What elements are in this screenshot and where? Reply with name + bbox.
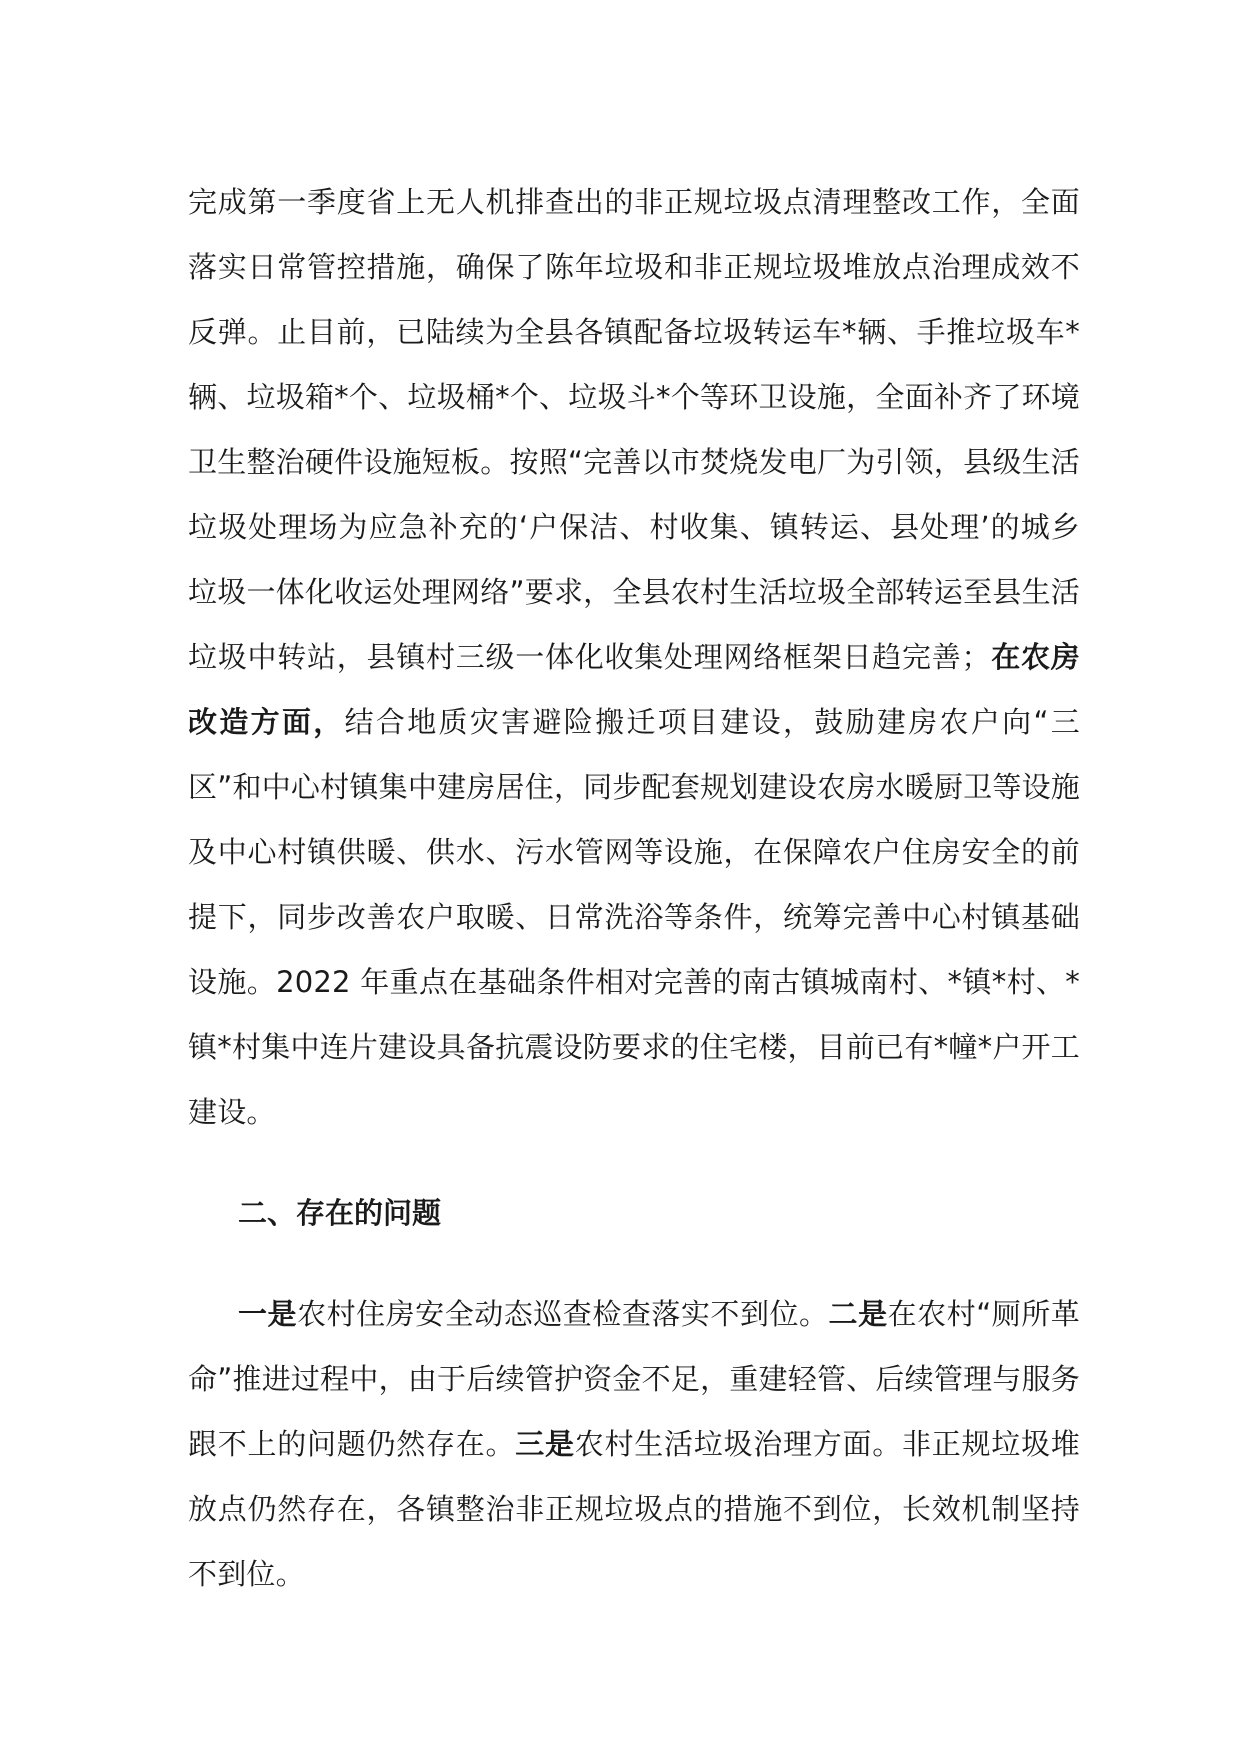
bold-lead-in: 一是 — [238, 1297, 298, 1331]
paragraph-text: 完成第一季度省上无人机排查出的非正规垃圾点清理整改工作，全面落实日常管控措施，确保了陈年垃圾和非正规垃圾堆放点治理成效不反弹。止目前，已陆续为全县各镇配备垃圾转运车*辆、手推垃圾车*辆、垃圾箱*个、垃圾桶*个、垃圾斗*个等环卫设施，全面补齐了环境卫生整治硬件设施短板。按照“完善以市焚烧发电厂为引领，县级生活垃圾处理场为应急补充的‘户保洁、村收集、镇转运、县处理’的城乡垃圾一体化收运处理网络”要求，全县农村生活垃圾全部转运至县生活垃圾中转站，县镇村三级一体化收集处理网络框架日趋完善； — [188, 185, 1080, 674]
bold-lead-in: 三是 — [515, 1427, 575, 1461]
bold-lead-in: 二是 — [828, 1297, 888, 1331]
paragraph-text: 结合地质灾害避险搬迁项目建设，鼓励建房农户向“三区”和中心村镇集中建房居住，同步配套规划建设农房水暖厨卫等设施及中心村镇供暖、供水、污水管网等设施，在保障农户住房安全的前提下，同步改善农户取暖、日常洗浴等条件，统筹完善中心村镇基础设施。2022 年重点在基础条件相对完善的南古镇城南村、*镇*村、*镇*村集中连片建设具备抗震设防要求的住宅楼，目前已有*幢*户开工建设。 — [188, 705, 1080, 1129]
paragraph-text: 农村住房安全动态巡查检查落实不到位。 — [297, 1297, 829, 1331]
paragraph-text: 在农村“厕所革命”推进过程中，由于后续管护资金不足，重建轻管、后续管理与服务跟不上的问题仍然存在。 — [188, 1297, 1080, 1461]
problems-paragraph — [188, 1282, 1080, 1607]
document-body — [188, 170, 1080, 1607]
bold-lead-in: 在农房改造方面， — [188, 640, 1080, 739]
body-paragraph — [188, 170, 1080, 1145]
section-heading: 二、存在的问题 — [238, 1196, 442, 1230]
paragraph-text: 农村生活垃圾治理方面。非正规垃圾堆放点仍然存在，各镇整治非正规垃圾点的措施不到位，长效机制坚持不到位。 — [188, 1427, 1081, 1591]
